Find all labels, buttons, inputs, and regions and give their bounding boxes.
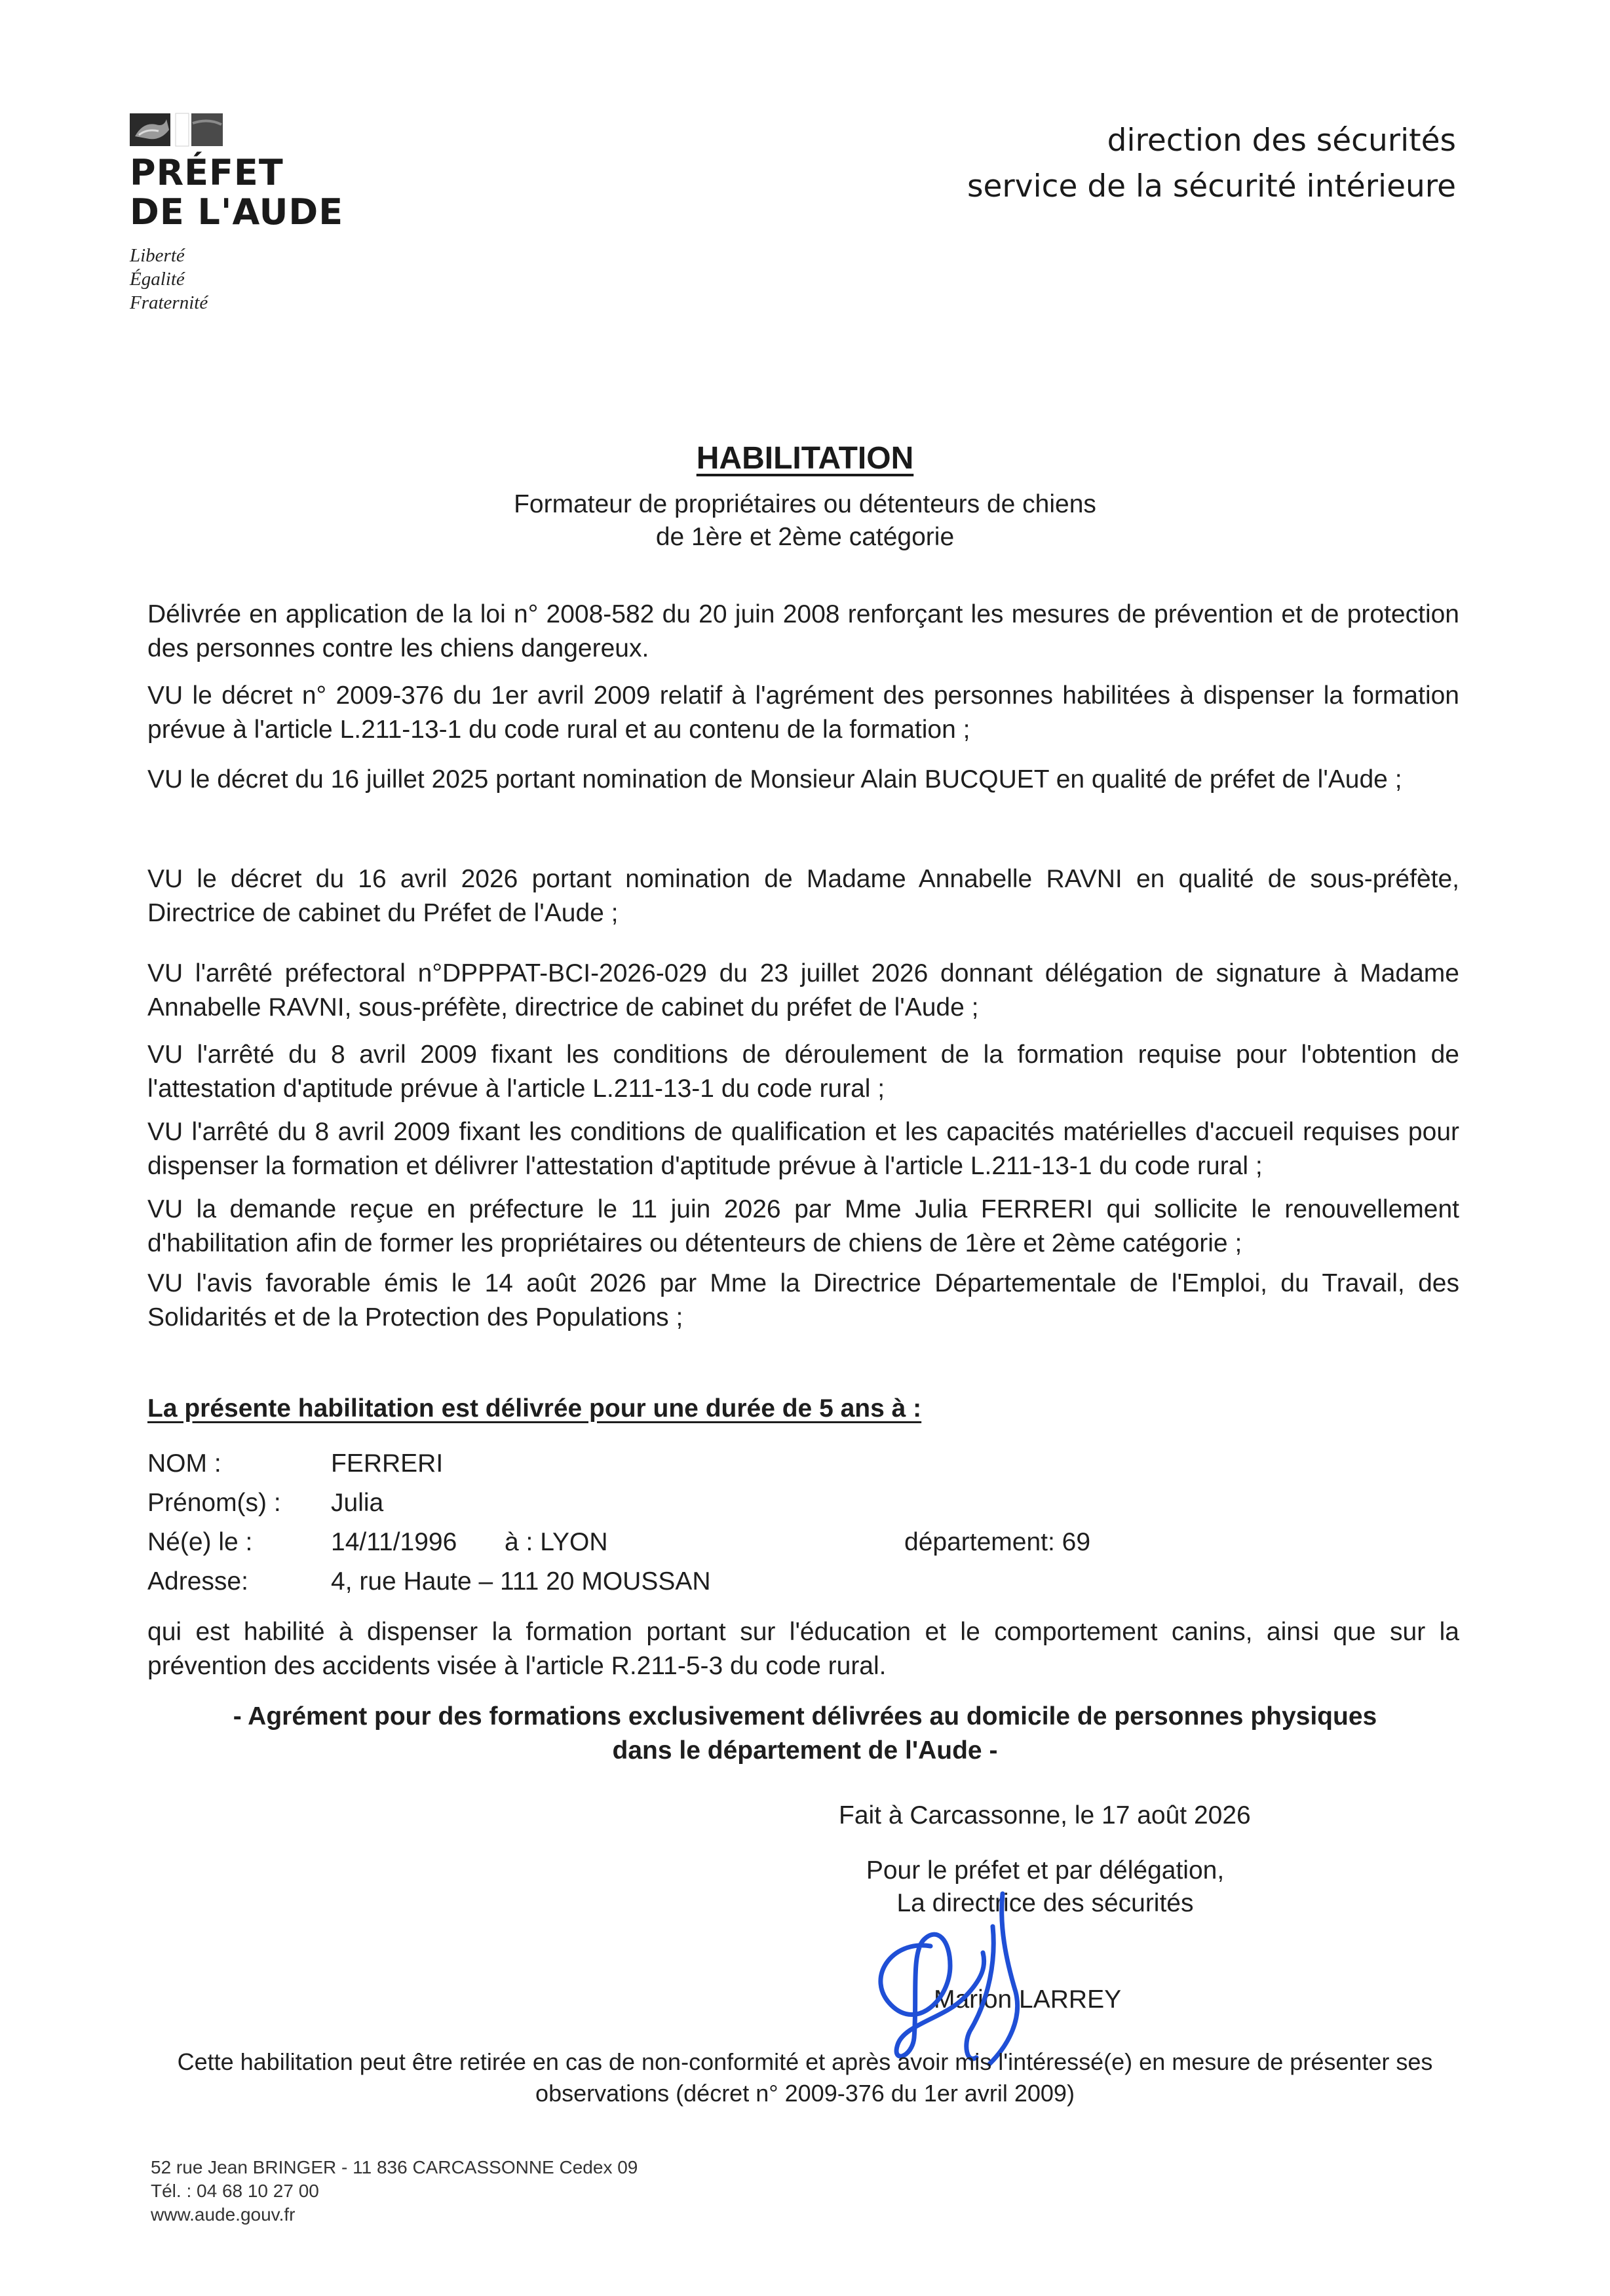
delegation-line2: La directrice des sécurités: [896, 1889, 1194, 1917]
delegation-line1: Pour le préfet et par délégation,: [866, 1856, 1225, 1885]
nom-label: NOM :: [147, 1449, 221, 1478]
org-name-line1: PRÉFET: [130, 152, 284, 193]
address-website: www.aude.gouv.fr: [151, 2204, 296, 2225]
issuing-service: [967, 118, 1456, 210]
agrement-line1: - Agrément pour des formations exclusivement délivrées au domicile de personnes physiques: [233, 1702, 1377, 1731]
document-title: HABILITATION: [696, 441, 914, 476]
nom-value: FERRERI: [331, 1449, 444, 1478]
vu-avis-favorable: VU l'avis favorable émis le 14 août 2026 par Mme la Directrice Départementale de l'Emploi, du Travail, des Solidarités et de la Protection des Populations ;: [147, 1269, 1459, 1331]
adresse-label: Adresse:: [147, 1567, 248, 1596]
vu-decret-sous-prefete: VU le décret du 16 avril 2026 portant nomination de Madame Annabelle RAVNI en qualité de sous-préfète, Directrice de cabinet du Préfet de l'Aude ;: [147, 865, 1459, 927]
naissance-label: Né(e) le :: [147, 1528, 253, 1556]
vu-arrete-deroulement: VU l'arrêté du 8 avril 2009 fixant les conditions de déroulement de la formation requise pour l'obtention de l'attestation d'aptitude prévue à l'article L.211-13-1 du code rural ;: [147, 1041, 1459, 1103]
agrement-line2: dans le département de l'Aude -: [612, 1736, 998, 1765]
prefecture-address: [151, 2156, 638, 2227]
address-street: 52 rue Jean BRINGER - 11 836 CARCASSONNE Cedex 09: [151, 2157, 638, 2177]
service-name: service de la sécurité intérieure: [967, 168, 1456, 204]
devise-egalite: Égalité: [130, 269, 185, 290]
subtitle-line2: de 1ère et 2ème catégorie: [655, 523, 955, 551]
vu-demande: VU la demande reçue en préfecture le 11 juin 2026 par Mme Julia FERRERI qui sollicite le renouvellement d'habilitation afin de former les propriétaires ou détenteurs de chiens de 1ère et 2ème catégorie ;: [147, 1195, 1459, 1257]
naissance-lieu: à : LYON: [505, 1528, 608, 1556]
habilite-paragraph: qui est habilité à dispenser la formation portant sur l'éducation et le comportement canins, ainsi que sur la prévention des accidents visée à l'article R.211-5-3 du code rural.: [147, 1618, 1459, 1680]
vu-arrete-delegation: VU l'arrêté préfectoral n°DPPPAT-BCI-2026-029 du 23 juillet 2026 donnant délégation de signature à Madame Annabelle RAVNI, sous-préfète, directrice de cabinet du préfet de l'Aude ;: [147, 959, 1459, 1022]
preamble-paragraph: Délivrée en application de la loi n° 2008-582 du 20 juin 2008 renforçant les mesures de prévention et de protection des personnes contre les chiens dangereux.: [147, 600, 1459, 662]
agrement-statement: [0, 1700, 1610, 1768]
org-name-line2: DE L'AUDE: [130, 191, 344, 233]
vu-arrete-qualification: VU l'arrêté du 8 avril 2009 fixant les conditions de qualification et les capacités matérielles d'accueil requises pour dispenser la formation et délivrer l'attestation d'aptitude prévue à l'article L.211-13-1 du code rural ;: [147, 1118, 1459, 1180]
devise: [130, 244, 405, 315]
naissance-date: 14/11/1996: [331, 1528, 457, 1556]
signatory-name: Marion LARREY: [934, 1985, 1122, 2014]
vu-decret-prefet: VU le décret du 16 juillet 2025 portant nomination de Monsieur Alain BUCQUET en qualité de préfet de l'Aude ;: [147, 765, 1402, 794]
devise-fraternite: Fraternité: [130, 292, 208, 313]
vu-decret-2009: VU le décret n° 2009-376 du 1er avril 2009 relatif à l'agrément des personnes habilitées à dispenser la formation prévue à l'article L.211-13-1 du code rural et au contenu de la formation ;: [147, 681, 1459, 744]
habilitation-duration-heading: La présente habilitation est délivrée pour une durée de 5 ans à :: [147, 1394, 922, 1423]
place-date-line: Fait à Carcassonne, le 17 août 2026: [839, 1801, 1251, 1829]
devise-liberte: Liberté: [130, 245, 185, 266]
address-phone: Tél. : 04 68 10 27 00: [151, 2181, 319, 2201]
marianne-logo-icon: [130, 110, 225, 149]
prenom-label: Prénom(s) :: [147, 1489, 281, 1517]
prefecture-logo-block: [130, 110, 405, 315]
adresse-value: 4, rue Haute – 111 20 MOUSSAN: [331, 1567, 711, 1596]
withdrawal-notice: [0, 2046, 1610, 2109]
withdrawal-notice-line1: Cette habilitation peut être retirée en cas de non-conformité et après avoir mis l'intéressé(e) en mesure de présenter ses: [177, 2048, 1433, 2075]
subtitle-line1: Formateur de propriétaires ou détenteurs de chiens: [514, 490, 1096, 518]
prenom-value: Julia: [331, 1489, 384, 1517]
naissance-departement: département: 69: [904, 1528, 1091, 1556]
document-subtitle: [0, 488, 1610, 554]
direction-name: direction des sécurités: [1107, 123, 1456, 159]
withdrawal-notice-line2: observations (décret n° 2009-376 du 1er avril 2009): [535, 2080, 1075, 2107]
